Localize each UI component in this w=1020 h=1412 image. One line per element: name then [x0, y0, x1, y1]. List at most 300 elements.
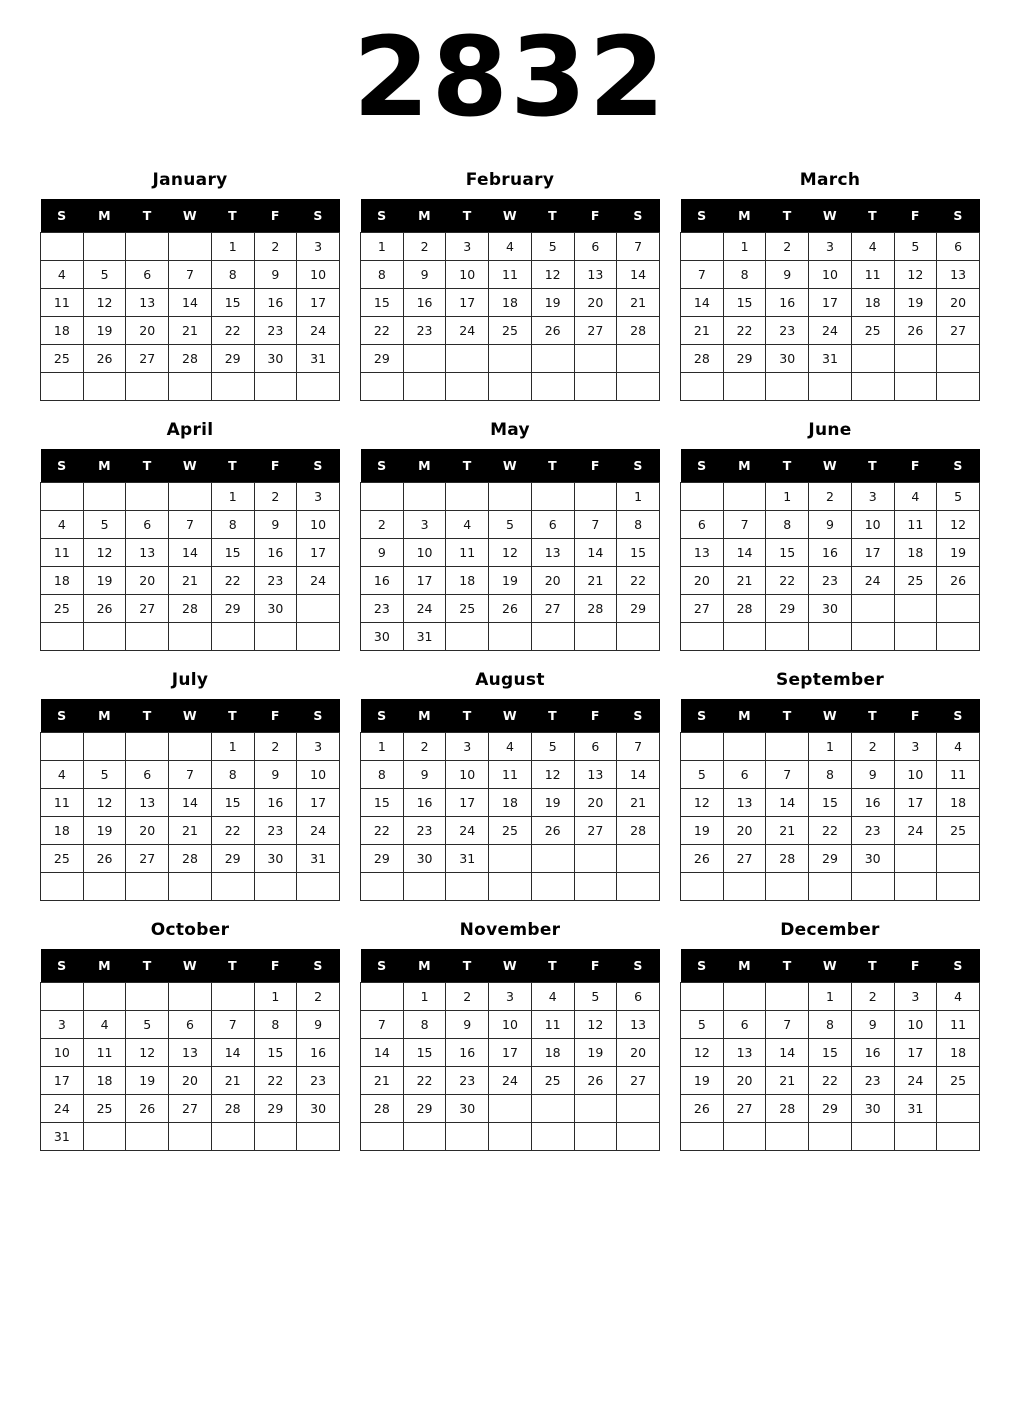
day-cell[interactable]: 12 [489, 539, 532, 567]
day-cell[interactable]: 26 [83, 345, 126, 373]
day-cell[interactable]: 30 [446, 1095, 489, 1123]
day-cell[interactable]: 12 [574, 1011, 617, 1039]
day-cell[interactable]: 9 [254, 261, 297, 289]
day-cell[interactable]: 22 [809, 1067, 852, 1095]
day-cell[interactable]: 2 [403, 733, 446, 761]
day-cell[interactable]: 22 [723, 317, 766, 345]
day-cell[interactable]: 1 [403, 983, 446, 1011]
day-cell[interactable]: 4 [531, 983, 574, 1011]
day-cell[interactable]: 6 [126, 261, 169, 289]
day-cell[interactable]: 16 [446, 1039, 489, 1067]
day-cell[interactable]: 3 [403, 511, 446, 539]
day-cell[interactable]: 10 [809, 261, 852, 289]
day-cell[interactable]: 27 [126, 595, 169, 623]
day-cell[interactable]: 5 [531, 733, 574, 761]
day-cell[interactable]: 19 [531, 289, 574, 317]
day-cell[interactable]: 19 [83, 567, 126, 595]
day-cell[interactable]: 17 [297, 539, 340, 567]
day-cell[interactable]: 17 [446, 789, 489, 817]
day-cell[interactable]: 31 [446, 845, 489, 873]
day-cell[interactable]: 26 [126, 1095, 169, 1123]
day-cell[interactable]: 7 [617, 733, 660, 761]
day-cell[interactable]: 19 [937, 539, 980, 567]
day-cell[interactable]: 12 [126, 1039, 169, 1067]
day-cell[interactable]: 7 [766, 1011, 809, 1039]
day-cell[interactable]: 28 [169, 595, 212, 623]
day-cell[interactable]: 28 [574, 595, 617, 623]
day-cell[interactable]: 25 [937, 817, 980, 845]
day-cell[interactable]: 30 [254, 845, 297, 873]
day-cell[interactable]: 25 [41, 595, 84, 623]
day-cell[interactable]: 25 [489, 817, 532, 845]
day-cell[interactable]: 29 [211, 345, 254, 373]
day-cell[interactable]: 2 [766, 233, 809, 261]
day-cell[interactable]: 7 [169, 761, 212, 789]
day-cell[interactable]: 10 [41, 1039, 84, 1067]
day-cell[interactable]: 10 [297, 261, 340, 289]
day-cell[interactable]: 4 [41, 261, 84, 289]
day-cell[interactable]: 6 [723, 761, 766, 789]
day-cell[interactable]: 1 [211, 483, 254, 511]
day-cell[interactable]: 25 [894, 567, 937, 595]
day-cell[interactable]: 26 [531, 317, 574, 345]
day-cell[interactable]: 11 [894, 511, 937, 539]
day-cell[interactable]: 8 [211, 761, 254, 789]
day-cell[interactable]: 24 [297, 317, 340, 345]
day-cell[interactable]: 20 [531, 567, 574, 595]
day-cell[interactable]: 5 [489, 511, 532, 539]
day-cell[interactable]: 12 [937, 511, 980, 539]
day-cell[interactable]: 1 [211, 233, 254, 261]
day-cell[interactable]: 26 [894, 317, 937, 345]
day-cell[interactable]: 16 [766, 289, 809, 317]
day-cell[interactable]: 16 [361, 567, 404, 595]
day-cell[interactable]: 15 [766, 539, 809, 567]
day-cell[interactable]: 26 [937, 567, 980, 595]
day-cell[interactable]: 12 [83, 789, 126, 817]
day-cell[interactable]: 14 [766, 1039, 809, 1067]
day-cell[interactable]: 9 [446, 1011, 489, 1039]
day-cell[interactable]: 2 [361, 511, 404, 539]
day-cell[interactable]: 23 [254, 567, 297, 595]
day-cell[interactable]: 5 [83, 261, 126, 289]
day-cell[interactable]: 27 [681, 595, 724, 623]
day-cell[interactable]: 7 [617, 233, 660, 261]
day-cell[interactable]: 9 [403, 761, 446, 789]
day-cell[interactable]: 5 [574, 983, 617, 1011]
day-cell[interactable]: 7 [169, 511, 212, 539]
day-cell[interactable]: 13 [126, 289, 169, 317]
day-cell[interactable]: 4 [446, 511, 489, 539]
day-cell[interactable]: 27 [574, 817, 617, 845]
day-cell[interactable]: 29 [211, 595, 254, 623]
day-cell[interactable]: 17 [894, 1039, 937, 1067]
day-cell[interactable]: 10 [403, 539, 446, 567]
day-cell[interactable]: 1 [723, 233, 766, 261]
day-cell[interactable]: 13 [617, 1011, 660, 1039]
day-cell[interactable]: 2 [446, 983, 489, 1011]
day-cell[interactable]: 13 [937, 261, 980, 289]
day-cell[interactable]: 16 [851, 789, 894, 817]
day-cell[interactable]: 2 [254, 733, 297, 761]
day-cell[interactable]: 29 [211, 845, 254, 873]
day-cell[interactable]: 16 [403, 289, 446, 317]
day-cell[interactable]: 1 [211, 733, 254, 761]
day-cell[interactable]: 7 [211, 1011, 254, 1039]
day-cell[interactable]: 22 [809, 817, 852, 845]
day-cell[interactable]: 11 [446, 539, 489, 567]
day-cell[interactable]: 2 [254, 483, 297, 511]
day-cell[interactable]: 13 [723, 1039, 766, 1067]
day-cell[interactable]: 10 [446, 261, 489, 289]
day-cell[interactable]: 7 [681, 261, 724, 289]
day-cell[interactable]: 27 [574, 317, 617, 345]
day-cell[interactable]: 20 [126, 817, 169, 845]
day-cell[interactable]: 25 [41, 345, 84, 373]
day-cell[interactable]: 18 [894, 539, 937, 567]
day-cell[interactable]: 5 [83, 761, 126, 789]
day-cell[interactable]: 23 [809, 567, 852, 595]
day-cell[interactable]: 15 [723, 289, 766, 317]
day-cell[interactable]: 26 [83, 595, 126, 623]
day-cell[interactable]: 13 [723, 789, 766, 817]
day-cell[interactable]: 18 [851, 289, 894, 317]
day-cell[interactable]: 15 [254, 1039, 297, 1067]
day-cell[interactable]: 15 [361, 789, 404, 817]
day-cell[interactable]: 7 [361, 1011, 404, 1039]
day-cell[interactable]: 26 [681, 845, 724, 873]
day-cell[interactable]: 2 [297, 983, 340, 1011]
day-cell[interactable]: 25 [937, 1067, 980, 1095]
day-cell[interactable]: 2 [851, 983, 894, 1011]
day-cell[interactable]: 5 [937, 483, 980, 511]
day-cell[interactable]: 8 [254, 1011, 297, 1039]
day-cell[interactable]: 28 [169, 345, 212, 373]
day-cell[interactable]: 31 [403, 623, 446, 651]
day-cell[interactable]: 1 [361, 733, 404, 761]
day-cell[interactable]: 12 [894, 261, 937, 289]
day-cell[interactable]: 24 [446, 817, 489, 845]
day-cell[interactable]: 8 [211, 511, 254, 539]
day-cell[interactable]: 27 [169, 1095, 212, 1123]
day-cell[interactable]: 27 [723, 845, 766, 873]
day-cell[interactable]: 3 [809, 233, 852, 261]
day-cell[interactable]: 26 [83, 845, 126, 873]
day-cell[interactable]: 28 [766, 1095, 809, 1123]
day-cell[interactable]: 28 [766, 845, 809, 873]
day-cell[interactable]: 9 [403, 261, 446, 289]
day-cell[interactable]: 26 [531, 817, 574, 845]
day-cell[interactable]: 20 [681, 567, 724, 595]
day-cell[interactable]: 13 [574, 261, 617, 289]
day-cell[interactable]: 14 [361, 1039, 404, 1067]
day-cell[interactable]: 15 [809, 789, 852, 817]
day-cell[interactable]: 29 [723, 345, 766, 373]
day-cell[interactable]: 4 [41, 761, 84, 789]
day-cell[interactable]: 23 [403, 317, 446, 345]
day-cell[interactable]: 16 [297, 1039, 340, 1067]
day-cell[interactable]: 31 [297, 345, 340, 373]
day-cell[interactable]: 25 [531, 1067, 574, 1095]
day-cell[interactable]: 6 [126, 511, 169, 539]
day-cell[interactable]: 22 [403, 1067, 446, 1095]
day-cell[interactable]: 11 [489, 761, 532, 789]
day-cell[interactable]: 1 [617, 483, 660, 511]
day-cell[interactable]: 27 [531, 595, 574, 623]
day-cell[interactable]: 7 [723, 511, 766, 539]
day-cell[interactable]: 3 [297, 733, 340, 761]
day-cell[interactable]: 16 [809, 539, 852, 567]
day-cell[interactable]: 6 [574, 233, 617, 261]
day-cell[interactable]: 14 [211, 1039, 254, 1067]
day-cell[interactable]: 1 [766, 483, 809, 511]
day-cell[interactable]: 14 [617, 761, 660, 789]
day-cell[interactable]: 20 [937, 289, 980, 317]
day-cell[interactable]: 21 [169, 817, 212, 845]
day-cell[interactable]: 25 [446, 595, 489, 623]
day-cell[interactable]: 2 [254, 233, 297, 261]
day-cell[interactable]: 23 [361, 595, 404, 623]
day-cell[interactable]: 14 [617, 261, 660, 289]
day-cell[interactable]: 17 [809, 289, 852, 317]
day-cell[interactable]: 6 [169, 1011, 212, 1039]
day-cell[interactable]: 30 [403, 845, 446, 873]
day-cell[interactable]: 25 [83, 1095, 126, 1123]
day-cell[interactable]: 31 [41, 1123, 84, 1151]
day-cell[interactable]: 27 [617, 1067, 660, 1095]
day-cell[interactable]: 14 [169, 789, 212, 817]
day-cell[interactable]: 30 [254, 345, 297, 373]
day-cell[interactable]: 28 [723, 595, 766, 623]
day-cell[interactable]: 2 [851, 733, 894, 761]
day-cell[interactable]: 27 [937, 317, 980, 345]
day-cell[interactable]: 22 [361, 817, 404, 845]
day-cell[interactable]: 19 [126, 1067, 169, 1095]
day-cell[interactable]: 18 [937, 789, 980, 817]
day-cell[interactable]: 10 [489, 1011, 532, 1039]
day-cell[interactable]: 20 [169, 1067, 212, 1095]
day-cell[interactable]: 21 [617, 289, 660, 317]
day-cell[interactable]: 5 [126, 1011, 169, 1039]
day-cell[interactable]: 18 [531, 1039, 574, 1067]
day-cell[interactable]: 26 [489, 595, 532, 623]
day-cell[interactable]: 21 [723, 567, 766, 595]
day-cell[interactable]: 10 [297, 761, 340, 789]
day-cell[interactable]: 3 [446, 233, 489, 261]
day-cell[interactable]: 12 [83, 289, 126, 317]
day-cell[interactable]: 29 [617, 595, 660, 623]
day-cell[interactable]: 22 [361, 317, 404, 345]
day-cell[interactable]: 24 [894, 1067, 937, 1095]
day-cell[interactable]: 4 [851, 233, 894, 261]
day-cell[interactable]: 15 [211, 539, 254, 567]
day-cell[interactable]: 6 [617, 983, 660, 1011]
day-cell[interactable]: 27 [126, 345, 169, 373]
day-cell[interactable]: 9 [297, 1011, 340, 1039]
day-cell[interactable]: 23 [851, 817, 894, 845]
day-cell[interactable]: 21 [766, 1067, 809, 1095]
day-cell[interactable]: 24 [41, 1095, 84, 1123]
day-cell[interactable]: 26 [574, 1067, 617, 1095]
day-cell[interactable]: 11 [83, 1039, 126, 1067]
day-cell[interactable]: 23 [766, 317, 809, 345]
day-cell[interactable]: 4 [41, 511, 84, 539]
day-cell[interactable]: 9 [361, 539, 404, 567]
day-cell[interactable]: 20 [126, 567, 169, 595]
day-cell[interactable]: 10 [851, 511, 894, 539]
day-cell[interactable]: 18 [937, 1039, 980, 1067]
day-cell[interactable]: 11 [851, 261, 894, 289]
day-cell[interactable]: 8 [723, 261, 766, 289]
day-cell[interactable]: 24 [446, 317, 489, 345]
day-cell[interactable]: 25 [851, 317, 894, 345]
day-cell[interactable]: 19 [489, 567, 532, 595]
day-cell[interactable]: 3 [297, 483, 340, 511]
day-cell[interactable]: 20 [723, 1067, 766, 1095]
day-cell[interactable]: 18 [446, 567, 489, 595]
day-cell[interactable]: 4 [937, 733, 980, 761]
day-cell[interactable]: 16 [851, 1039, 894, 1067]
day-cell[interactable]: 16 [254, 789, 297, 817]
day-cell[interactable]: 7 [766, 761, 809, 789]
day-cell[interactable]: 15 [617, 539, 660, 567]
day-cell[interactable]: 28 [617, 317, 660, 345]
day-cell[interactable]: 11 [41, 289, 84, 317]
day-cell[interactable]: 22 [211, 567, 254, 595]
day-cell[interactable]: 10 [297, 511, 340, 539]
day-cell[interactable]: 22 [254, 1067, 297, 1095]
day-cell[interactable]: 25 [489, 317, 532, 345]
day-cell[interactable]: 5 [681, 761, 724, 789]
day-cell[interactable]: 11 [41, 539, 84, 567]
day-cell[interactable]: 28 [211, 1095, 254, 1123]
day-cell[interactable]: 21 [574, 567, 617, 595]
day-cell[interactable]: 3 [446, 733, 489, 761]
day-cell[interactable]: 11 [41, 789, 84, 817]
day-cell[interactable]: 29 [361, 845, 404, 873]
day-cell[interactable]: 8 [361, 261, 404, 289]
day-cell[interactable]: 15 [361, 289, 404, 317]
day-cell[interactable]: 17 [446, 289, 489, 317]
day-cell[interactable]: 20 [126, 317, 169, 345]
day-cell[interactable]: 31 [809, 345, 852, 373]
day-cell[interactable]: 3 [894, 983, 937, 1011]
day-cell[interactable]: 24 [894, 817, 937, 845]
day-cell[interactable]: 13 [681, 539, 724, 567]
day-cell[interactable]: 14 [574, 539, 617, 567]
day-cell[interactable]: 19 [83, 817, 126, 845]
day-cell[interactable]: 19 [531, 789, 574, 817]
day-cell[interactable]: 21 [681, 317, 724, 345]
day-cell[interactable]: 13 [126, 539, 169, 567]
day-cell[interactable]: 4 [894, 483, 937, 511]
day-cell[interactable]: 3 [489, 983, 532, 1011]
day-cell[interactable]: 15 [403, 1039, 446, 1067]
day-cell[interactable]: 17 [297, 289, 340, 317]
day-cell[interactable]: 22 [617, 567, 660, 595]
day-cell[interactable]: 6 [126, 761, 169, 789]
day-cell[interactable]: 4 [489, 733, 532, 761]
day-cell[interactable]: 15 [809, 1039, 852, 1067]
day-cell[interactable]: 10 [894, 761, 937, 789]
day-cell[interactable]: 19 [83, 317, 126, 345]
day-cell[interactable]: 24 [809, 317, 852, 345]
day-cell[interactable]: 10 [446, 761, 489, 789]
day-cell[interactable]: 1 [809, 733, 852, 761]
day-cell[interactable]: 21 [617, 789, 660, 817]
day-cell[interactable]: 7 [169, 261, 212, 289]
day-cell[interactable]: 31 [894, 1095, 937, 1123]
day-cell[interactable]: 1 [361, 233, 404, 261]
day-cell[interactable]: 13 [126, 789, 169, 817]
day-cell[interactable]: 9 [809, 511, 852, 539]
day-cell[interactable]: 5 [83, 511, 126, 539]
day-cell[interactable]: 13 [574, 761, 617, 789]
day-cell[interactable]: 30 [361, 623, 404, 651]
day-cell[interactable]: 30 [851, 1095, 894, 1123]
day-cell[interactable]: 18 [41, 817, 84, 845]
day-cell[interactable]: 9 [254, 761, 297, 789]
day-cell[interactable]: 29 [254, 1095, 297, 1123]
day-cell[interactable]: 6 [723, 1011, 766, 1039]
day-cell[interactable]: 11 [937, 761, 980, 789]
day-cell[interactable]: 8 [809, 1011, 852, 1039]
day-cell[interactable]: 17 [851, 539, 894, 567]
day-cell[interactable]: 8 [211, 261, 254, 289]
day-cell[interactable]: 11 [489, 261, 532, 289]
day-cell[interactable]: 18 [41, 567, 84, 595]
day-cell[interactable]: 20 [617, 1039, 660, 1067]
day-cell[interactable]: 6 [937, 233, 980, 261]
day-cell[interactable]: 28 [681, 345, 724, 373]
day-cell[interactable]: 21 [211, 1067, 254, 1095]
day-cell[interactable]: 9 [766, 261, 809, 289]
day-cell[interactable]: 28 [617, 817, 660, 845]
day-cell[interactable]: 9 [851, 761, 894, 789]
day-cell[interactable]: 15 [211, 789, 254, 817]
day-cell[interactable]: 3 [894, 733, 937, 761]
day-cell[interactable]: 30 [851, 845, 894, 873]
day-cell[interactable]: 30 [766, 345, 809, 373]
day-cell[interactable]: 9 [254, 511, 297, 539]
day-cell[interactable]: 29 [361, 345, 404, 373]
day-cell[interactable]: 3 [297, 233, 340, 261]
day-cell[interactable]: 16 [403, 789, 446, 817]
day-cell[interactable]: 4 [489, 233, 532, 261]
day-cell[interactable]: 24 [297, 567, 340, 595]
day-cell[interactable]: 22 [211, 817, 254, 845]
day-cell[interactable]: 8 [403, 1011, 446, 1039]
day-cell[interactable]: 24 [297, 817, 340, 845]
day-cell[interactable]: 30 [809, 595, 852, 623]
day-cell[interactable]: 21 [169, 567, 212, 595]
day-cell[interactable]: 29 [403, 1095, 446, 1123]
day-cell[interactable]: 24 [489, 1067, 532, 1095]
day-cell[interactable]: 10 [894, 1011, 937, 1039]
day-cell[interactable]: 17 [403, 567, 446, 595]
day-cell[interactable]: 7 [574, 511, 617, 539]
day-cell[interactable]: 29 [809, 845, 852, 873]
day-cell[interactable]: 19 [681, 817, 724, 845]
day-cell[interactable]: 19 [574, 1039, 617, 1067]
day-cell[interactable]: 17 [41, 1067, 84, 1095]
day-cell[interactable]: 23 [297, 1067, 340, 1095]
day-cell[interactable]: 23 [254, 817, 297, 845]
day-cell[interactable]: 9 [851, 1011, 894, 1039]
day-cell[interactable]: 18 [41, 317, 84, 345]
day-cell[interactable]: 8 [766, 511, 809, 539]
day-cell[interactable]: 26 [681, 1095, 724, 1123]
